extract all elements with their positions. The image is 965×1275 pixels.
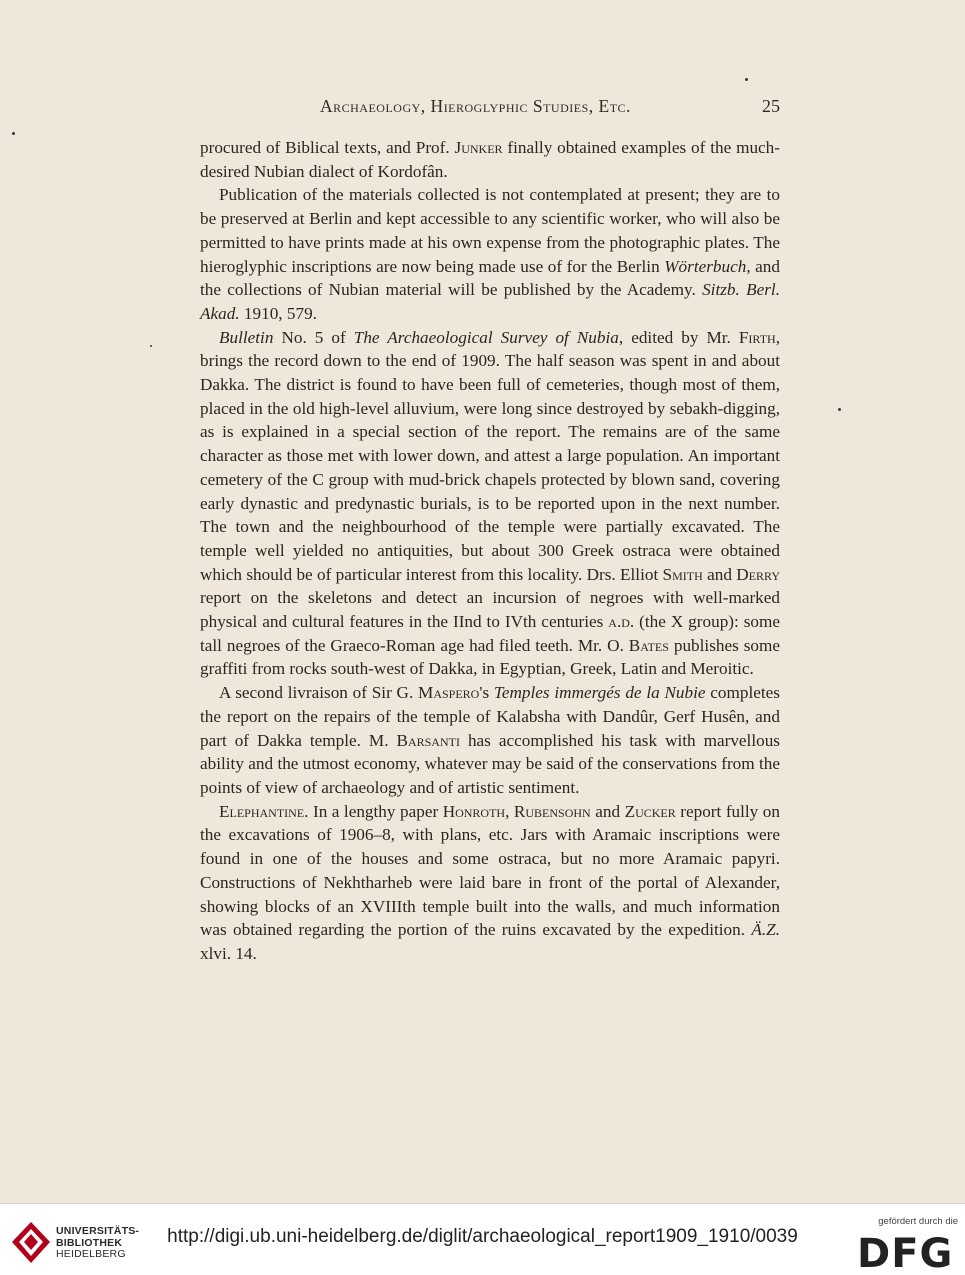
logo-line: UNIVERSITÄTS- xyxy=(56,1225,140,1237)
text-run: No. 5 of xyxy=(273,327,354,347)
text-run: In a lengthy paper xyxy=(308,801,443,821)
small-caps-name: Barsanti xyxy=(396,730,460,750)
italic-text: Bulletin xyxy=(219,327,274,347)
dfg-logo-text: DFG xyxy=(857,1231,953,1272)
text-run: has accomplished his task with marvellous ability and the utmost economy, whatever may be said of the conservations from the points of view of archaeology and of artistic sentiment. xyxy=(200,730,780,797)
text-run: finally obtained examples of the much-desired Nubian dialect of Kordofân. xyxy=(200,138,780,181)
small-caps-name: Firth xyxy=(738,327,776,347)
viewer-footer xyxy=(0,1203,965,1275)
text-run: , edited by Mr. xyxy=(618,327,739,347)
body-text xyxy=(200,136,780,966)
scan-speck xyxy=(745,78,748,81)
running-title: Archaeology, Hieroglyphic Studies, Etc. xyxy=(320,96,631,116)
text-run: (the X group): some tall negroes of the Graeco-Roman age had filed teeth. Mr. O. xyxy=(200,612,781,655)
dfg-funding-logo[interactable] xyxy=(855,1214,960,1272)
logo-line: BIBLIOTHEK xyxy=(56,1236,123,1249)
text-run: report fully on the excavations of 1906–8, with plans, etc. Jars with Aramaic inscriptions were found in one of the houses and some ostraca, but no more Aramaic papyri. Constructions of Nekhtharheb were laid bare in front of the portal of Alexander, showing blocks of an XVIIIth temple built into the walls, and much information was obtained regarding the portion of the ruins excavated by the expedition. xyxy=(200,801,780,940)
scan-speck xyxy=(150,345,152,347)
italic-text: Ä.Z. xyxy=(751,920,780,940)
paragraph xyxy=(200,136,780,183)
paragraph xyxy=(200,326,780,682)
logo-line: HEIDELBERG xyxy=(56,1248,126,1260)
scan-speck xyxy=(12,132,15,135)
small-caps-name: Smith xyxy=(662,564,703,584)
paragraph xyxy=(200,800,780,966)
text-run: publishes some graffiti from rocks south-west of Dakka, in Egyptian, Greek, Latin and Meroitic. xyxy=(200,635,780,679)
italic-text: Sitzb. Berl. Akad. xyxy=(200,280,780,323)
page-header xyxy=(200,96,780,122)
paragraph xyxy=(200,183,780,325)
small-caps-name: Elephantine. xyxy=(219,801,309,821)
text-run: 1910, 579. xyxy=(239,303,317,323)
text-run: , brings the record down to the end of 1909. The half season was spent in and about Dakka. The district is found to have been full of cemeteries, though most of them, placed in the old high-level alluvium, were long since destroyed by sebakh-digging, as is explained in a special section of the report. The remains are of the same character as those met with lower down, and attest a large population. An important cemetery of the C group with mud-brick chapels protected by blown sand, covering early dynastic and predynastic burials, is to be reported upon in the next number. The town and the neighbourhood of the temple were partially excavated. The temple well yielded no antiquities, but about 300 Greek ostraca were obtained which should be of particular interest from this locality. Drs. Elliot xyxy=(200,327,780,584)
small-caps-name: Junker xyxy=(454,138,503,157)
small-caps-name: Rubensohn xyxy=(513,801,591,821)
scan-speck xyxy=(838,408,841,411)
small-caps-name: Honroth xyxy=(442,801,506,821)
dfg-caption: gefördert durch die xyxy=(878,1216,958,1227)
text-run: and xyxy=(590,801,625,821)
dfg-logo-icon xyxy=(857,1230,953,1272)
text-run: report on the skeletons and detect an incursion of negroes with well-marked physical and cultural features in the IInd to IVth centuries xyxy=(200,588,780,632)
italic-text: Temples immergés de la Nubie xyxy=(493,683,706,703)
text-run: , and the collections of Nubian material will be published by the Academy. xyxy=(200,256,780,300)
paragraph xyxy=(200,681,780,800)
small-caps-name: a.d. xyxy=(608,612,635,632)
text-run: A second livraison of Sir G. xyxy=(219,683,419,703)
text-run: procured of Biblical texts, and Prof. xyxy=(200,138,455,157)
text-run: and xyxy=(702,564,737,584)
page-number: 25 xyxy=(762,96,780,116)
italic-text: The Archaeological Survey of Nubia xyxy=(353,327,619,347)
text-run: completes the report on the repairs of the temple of Kalabsha with Dandûr, Gerf Husên, and part of Dakka temple. M. xyxy=(200,683,780,750)
text-run: 's xyxy=(479,683,494,703)
permalink-url[interactable]: http://digi.ub.uni-heidelberg.de/diglit/archaeological_report1909_1910/0039 xyxy=(167,1226,798,1247)
small-caps-name: Bates xyxy=(628,635,669,655)
text-run: , xyxy=(505,801,514,821)
text-run: Publication of the materials collected is not contemplated at present; they are to be preserved at Berlin and kept accessible to any scientific worker, who will also be permitted to have prints made at his own expense from the photographic plates. The hieroglyphic inscriptions are now being made use of for the Berlin xyxy=(200,185,780,276)
small-caps-name: Derry xyxy=(736,564,780,584)
small-caps-name: Zucker xyxy=(624,801,676,821)
small-caps-name: Maspero xyxy=(418,683,480,703)
italic-text: Wörterbuch xyxy=(664,256,747,276)
text-run: xlvi. 14. xyxy=(200,943,257,963)
